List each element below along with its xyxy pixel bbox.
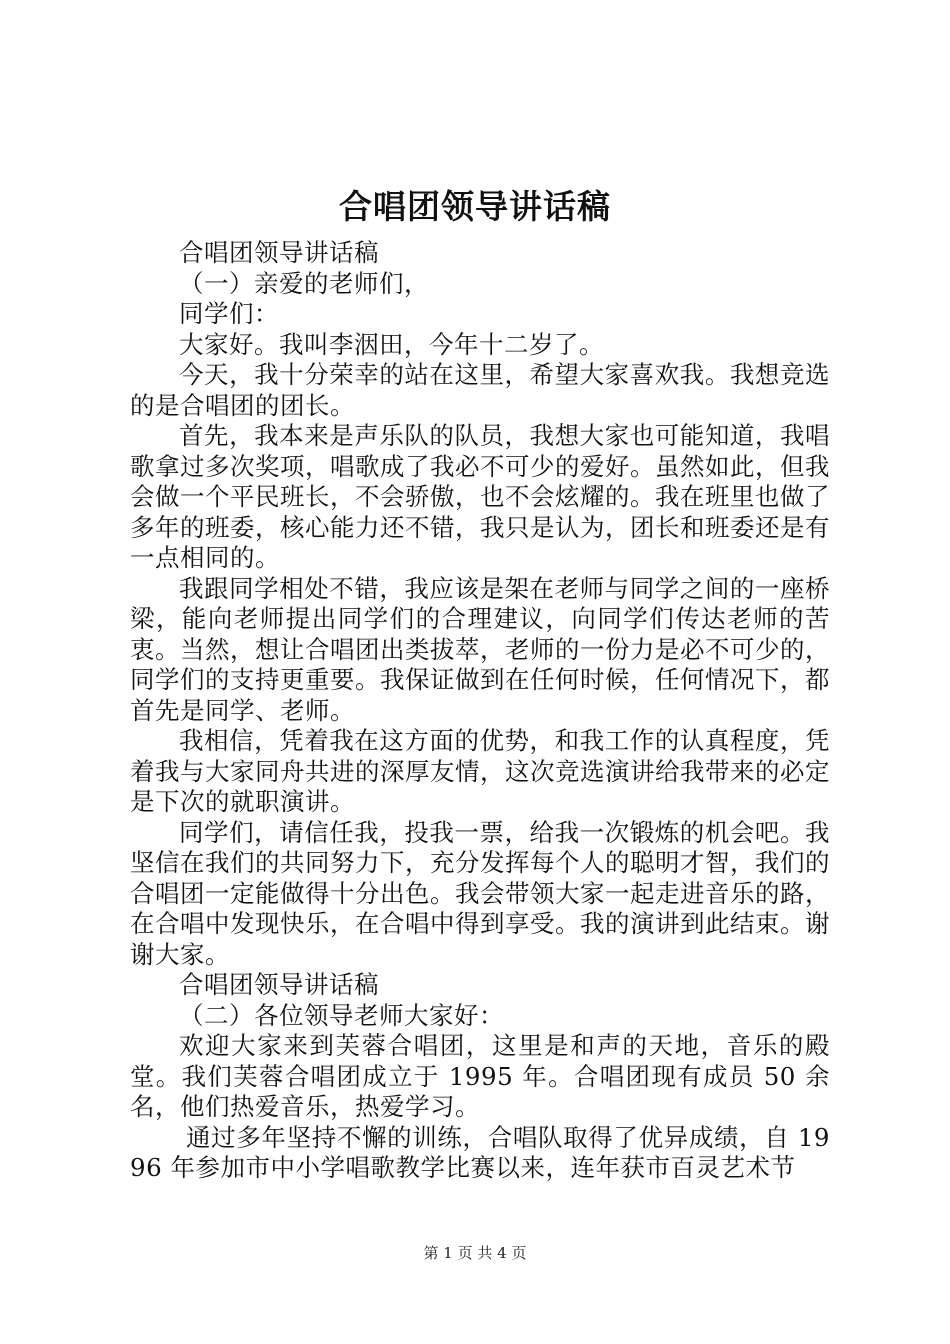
page-number-footer: 第 1 页 共 4 页 bbox=[423, 1244, 527, 1262]
paragraph: 合唱团领导讲话稿 bbox=[179, 238, 379, 267]
paragraph: 大家好。我叫李洇田，今年十二岁了。 bbox=[179, 329, 604, 359]
document-title: 合唱团领导讲话稿 bbox=[339, 187, 611, 226]
paragraph: 合唱团领导讲话稿 bbox=[179, 970, 379, 999]
paragraph: 首先，我本来是声乐队的队员，我想大家也可能知道，我唱歌拿过多次奖项，唱歌成了我必不可少的爱好。虽然如此，但我会做一个平民班长，不会骄傲，也不会炫耀的。我在班里也做了多年的班委，核心能力还不错，我只是认为，团长和班委还是有一点相同的。 bbox=[130, 421, 830, 572]
document-body bbox=[130, 238, 830, 1184]
paragraph: 欢迎大家来到芙蓉合唱团，这里是和声的天地，音乐的殿堂。我们芙蓉合唱团成立于 1995 年。合唱团现有成员 50 余名，他们热爱音乐，热爱学习。 bbox=[130, 1031, 830, 1121]
paragraph: （一）亲爱的老师们， bbox=[179, 268, 429, 298]
paragraph: 今天，我十分荣幸的站在这里，希望大家喜欢我。我想竞选的是合唱团的团长。 bbox=[130, 360, 830, 420]
paragraph: 同学们： bbox=[179, 299, 279, 328]
paragraph: 同学们，请信任我，投我一票，给我一次锻炼的机会吧。我坚信在我们的共同努力下，充分发挥每个人的聪明才智，我们的合唱团一定能做得十分出色。我会带领大家一起走进音乐的路，在合唱中发现快乐，在合唱中得到享受。我的演讲到此结束。谢谢大家。 bbox=[130, 817, 830, 969]
paragraph: 通过多年坚持不懈的训练，合唱队取得了优异成绩，自 1996 年参加市中小学唱歌教学比赛以来，连年获市百灵艺术节 bbox=[130, 1122, 830, 1182]
paragraph: 我相信，凭着我在这方面的优势，和我工作的认真程度，凭着我与大家同舟共进的深厚友情，这次竞选演讲给我带来的必定是下次的就职演讲。 bbox=[130, 726, 830, 816]
paragraph: （二）各位领导老师大家好： bbox=[179, 1000, 504, 1030]
paragraph: 我跟同学相处不错，我应该是架在老师与同学之间的一座桥梁，能向老师提出同学们的合理建议，向同学们传达老师的苦衷。当然，想让合唱团出类拔萃，老师的一份力是必不可少的，同学们的支持更重要。我保证做到在任何时候，任何情况下，都首先是同学、老师。 bbox=[130, 573, 830, 725]
